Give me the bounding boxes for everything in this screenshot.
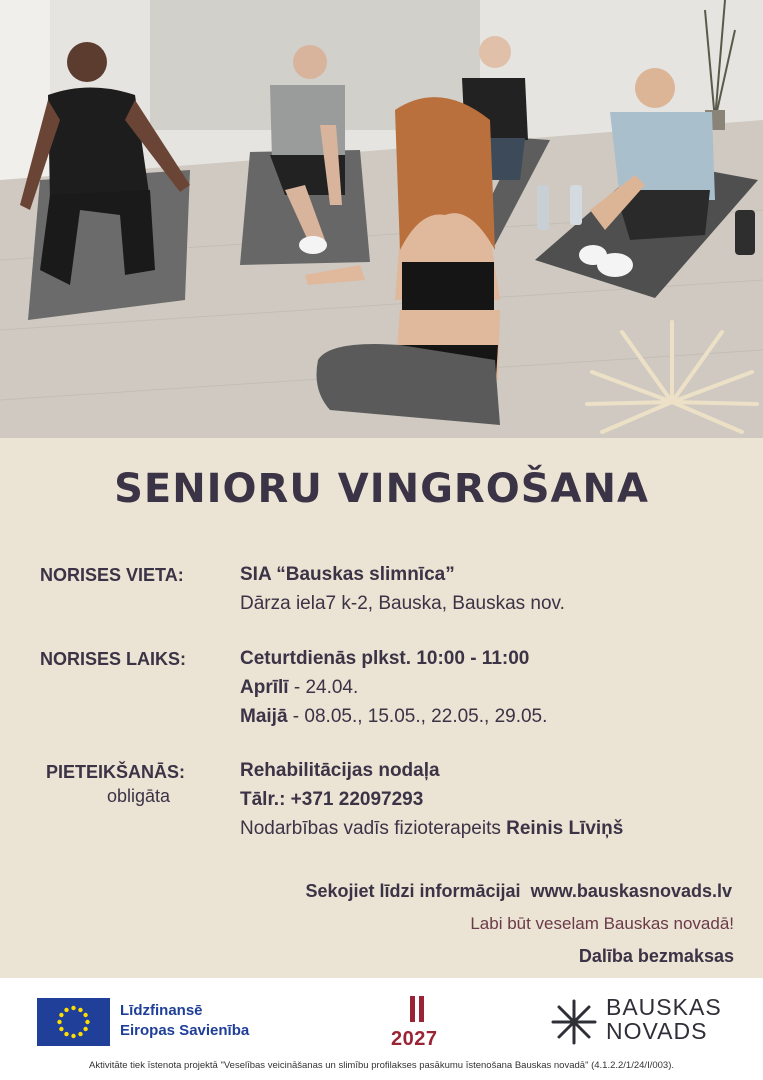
municipality-line1: BAUSKAS: [606, 994, 722, 1020]
follow-line: [306, 881, 733, 902]
leader-name: Reinis Līviņš: [506, 818, 624, 839]
time-may: [240, 706, 547, 728]
registration-sublabel: obligāta: [107, 786, 171, 806]
eu-cofinanced-text: [120, 1001, 249, 1041]
free-participation: Dalība bezmaksas: [578, 946, 734, 966]
bauskas-novads-logo-icon: [550, 998, 598, 1046]
registration-label: PIETEIKŠANĀS:: [46, 762, 186, 782]
follow-text: Sekojiet līdzi informācijai: [305, 881, 521, 901]
website-link[interactable]: www.bauskasnovads.lv: [530, 881, 732, 901]
may-month: Maijā: [240, 706, 288, 727]
poster-title: SENIORU VINGROŠANA: [114, 466, 649, 512]
project-footnote: Aktivitāte tiek īstenota projektā "Veselības veicināšanas un slimību profilakses pasākumu īstenošana Bauskas novadā" (4.1.2.2/1/24/I/003).: [89, 1060, 674, 1071]
place-name: SIA “Bauskas slimnīca”: [240, 564, 455, 585]
time-april: [240, 677, 358, 699]
place-label: NORISES VIETA:: [40, 565, 184, 585]
may-dates: - 08.05., 15.05., 22.05., 29.05.: [287, 706, 548, 727]
place-address: Dārza iela7 k-2, Bauska, Bauskas nov.: [240, 593, 565, 614]
sunburst-decoration: [582, 312, 762, 438]
registration-leader: [240, 818, 623, 840]
time-label: NORISES LAIKS:: [40, 649, 187, 669]
eu-flag-icon: [37, 998, 110, 1046]
leader-prefix: Nodarbības vadīs fizioterapeits: [240, 818, 507, 839]
registration-department: Rehabilitācijas nodaļa: [240, 760, 440, 781]
wish-text: Labi būt veselam Bauskas novadā!: [470, 914, 734, 933]
april-dates: - 24.04.: [288, 677, 359, 698]
hero-photo: [0, 0, 763, 438]
municipality-name: [606, 995, 722, 1043]
time-schedule: Ceturtdienās plkst. 10:00 - 11:00: [240, 648, 530, 669]
eu-line1: Līdzfinansē: [120, 1002, 203, 1019]
municipality-line2: NOVADS: [606, 1018, 708, 1044]
latvia-year: 2027: [391, 1028, 438, 1050]
eu-line2: Eiropas Savienība: [120, 1022, 250, 1039]
footer: [0, 978, 763, 1080]
registration-phone: Tālr.: +371 22097293: [240, 789, 424, 810]
april-month: Aprīlī: [240, 677, 289, 698]
